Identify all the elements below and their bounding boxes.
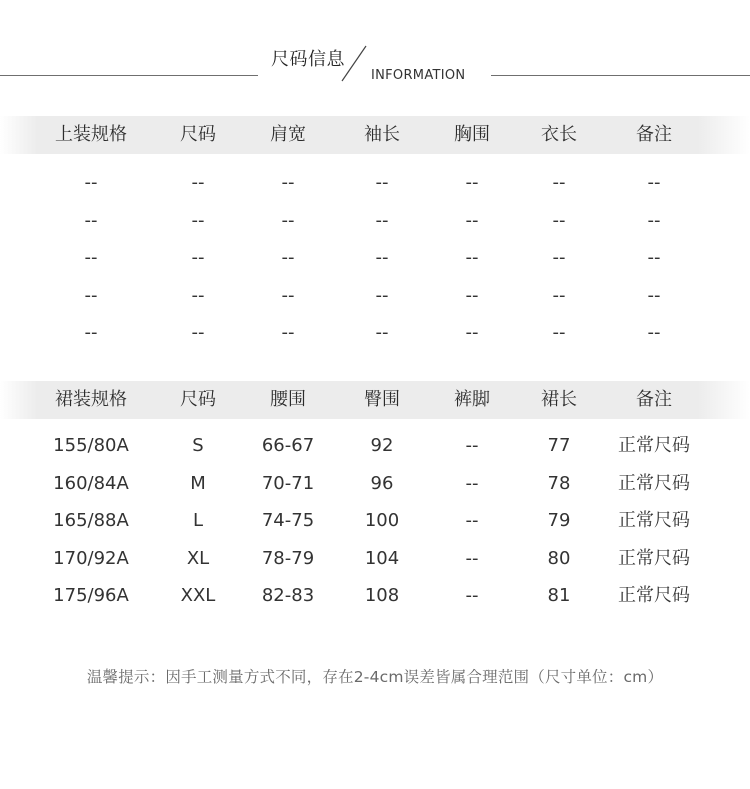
table-row xyxy=(0,427,750,465)
table-cell: 96 xyxy=(370,472,394,494)
table-cell: -- xyxy=(84,247,98,269)
measurement-note: 温馨提示：因手工测量方式不同，存在2-4cm误差皆属合理范围（尺寸单位：cm） xyxy=(86,668,664,686)
table-cell: -- xyxy=(647,284,661,306)
table-cell: 正常尺码 xyxy=(618,435,690,456)
table-row xyxy=(0,502,750,540)
table-cell: 170/92A xyxy=(53,547,129,569)
table-cell: 70-71 xyxy=(261,472,315,494)
header-rule-right xyxy=(491,75,750,76)
table-cell: 正常尺码 xyxy=(618,585,690,607)
table-cell: -- xyxy=(465,585,479,607)
table-cell: -- xyxy=(191,209,205,231)
table-row xyxy=(0,277,750,315)
table-cell: -- xyxy=(465,247,479,269)
section-subtitle: INFORMATION xyxy=(371,68,466,83)
table-cell: 108 xyxy=(364,585,400,607)
table-cell: 104 xyxy=(364,547,400,569)
header-cell: 尺码 xyxy=(180,389,216,410)
table-cell: S xyxy=(192,435,204,456)
table-cell: 正常尺码 xyxy=(618,510,690,532)
table-cell: 78 xyxy=(547,472,571,494)
header-cell: 衣长 xyxy=(541,124,577,145)
table-cell: 160/84A xyxy=(53,472,129,494)
table-cell: -- xyxy=(647,247,661,269)
table-cell: 78-79 xyxy=(261,547,315,569)
table-cell: -- xyxy=(375,209,389,231)
table-cell: -- xyxy=(465,172,479,193)
table-cell: -- xyxy=(84,284,98,306)
header-cell: 腰围 xyxy=(270,389,306,410)
table-cell: -- xyxy=(375,247,389,269)
table-cell: 81 xyxy=(547,585,571,607)
table-cell: -- xyxy=(465,510,479,532)
table-row xyxy=(0,540,750,578)
table-cell: -- xyxy=(281,172,295,193)
table-cell: -- xyxy=(281,284,295,306)
header-cell: 胸围 xyxy=(454,124,490,145)
header-rule-left xyxy=(0,75,258,76)
header-cell: 袖长 xyxy=(364,124,400,145)
table-cell: -- xyxy=(465,209,479,231)
header-cell: 裤脚 xyxy=(454,389,490,410)
section-header xyxy=(0,0,750,100)
table-cell: -- xyxy=(191,247,205,269)
table-cell: -- xyxy=(375,172,389,193)
table-cell: -- xyxy=(552,247,566,269)
section-title: 尺码信息 xyxy=(271,49,345,70)
table-cell: -- xyxy=(84,209,98,231)
table-cell: -- xyxy=(647,172,661,193)
header-cell: 裙长 xyxy=(541,389,577,410)
table-cell: -- xyxy=(191,322,205,344)
table-cell: 155/80A xyxy=(53,435,129,456)
table-cell: -- xyxy=(465,322,479,344)
table-cell: -- xyxy=(552,209,566,231)
header-cell: 备注 xyxy=(636,124,672,145)
table-cell: -- xyxy=(552,284,566,306)
slash-divider xyxy=(338,44,374,84)
table-cell: -- xyxy=(375,284,389,306)
table-cell: -- xyxy=(375,322,389,344)
table-body xyxy=(0,419,750,615)
table-cell: 175/96A xyxy=(53,585,129,607)
table-cell: 66-67 xyxy=(261,435,315,456)
table-cell: -- xyxy=(465,435,479,456)
table-cell: -- xyxy=(281,209,295,231)
table-row xyxy=(0,164,750,202)
table-cell: 92 xyxy=(370,435,394,456)
table-cell: -- xyxy=(465,472,479,494)
table-header-row xyxy=(0,381,750,419)
table-cell: -- xyxy=(84,322,98,344)
header-cell: 上装规格 xyxy=(55,124,127,145)
table-cell: XXL xyxy=(180,585,216,607)
table-cell: L xyxy=(192,510,204,532)
table-cell: -- xyxy=(647,209,661,231)
bottom-size-table xyxy=(0,381,750,615)
top-size-table xyxy=(0,116,750,352)
table-cell: 正常尺码 xyxy=(618,472,690,494)
table-cell: 100 xyxy=(364,510,400,532)
table-cell: -- xyxy=(647,322,661,344)
table-row xyxy=(0,202,750,240)
table-cell: 82-83 xyxy=(261,585,315,607)
table-cell: -- xyxy=(552,172,566,193)
table-cell: 74-75 xyxy=(261,510,315,532)
table-cell: 79 xyxy=(547,510,571,532)
table-cell: 77 xyxy=(547,435,571,456)
table-cell: 165/88A xyxy=(53,510,129,532)
header-cell: 臀围 xyxy=(364,389,400,410)
table-cell: -- xyxy=(281,322,295,344)
table-cell: -- xyxy=(191,172,205,193)
table-cell: -- xyxy=(191,284,205,306)
table-cell: XL xyxy=(186,547,210,569)
table-row xyxy=(0,239,750,277)
table-row xyxy=(0,577,750,615)
table-row xyxy=(0,314,750,352)
table-cell: -- xyxy=(552,322,566,344)
table-cell: M xyxy=(190,472,206,494)
table-row xyxy=(0,465,750,503)
table-cell: -- xyxy=(465,284,479,306)
table-cell: 正常尺码 xyxy=(618,547,690,569)
table-cell: -- xyxy=(281,247,295,269)
table-cell: -- xyxy=(465,547,479,569)
table-cell: -- xyxy=(84,172,98,193)
table-header-row xyxy=(0,116,750,154)
header-cell: 肩宽 xyxy=(270,124,306,145)
table-body xyxy=(0,154,750,352)
header-cell: 备注 xyxy=(636,389,672,410)
header-cell: 裙装规格 xyxy=(55,389,127,410)
header-cell: 尺码 xyxy=(180,124,216,145)
table-cell: 80 xyxy=(547,547,571,569)
